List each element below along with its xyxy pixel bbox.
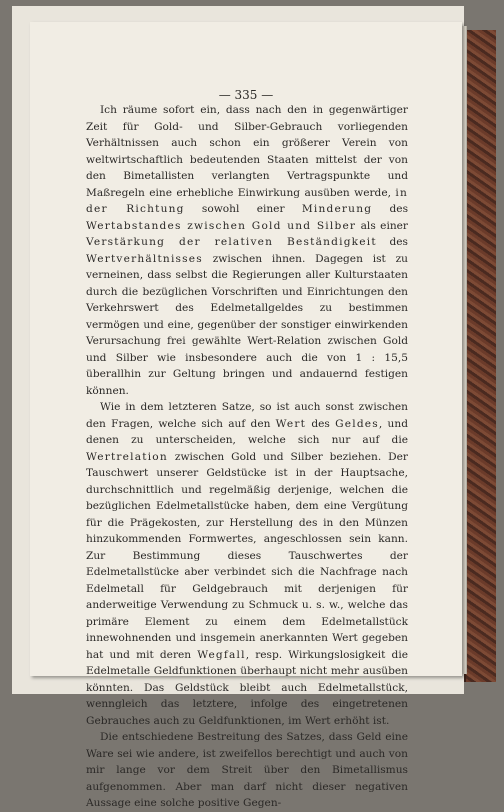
paragraph (86, 102, 408, 399)
emphasized-text: in der Richtung (86, 186, 408, 215)
text-run: Wie in dem letzteren Satze, so ist auch sonst zwischen den Fragen, welche sich auf den (86, 401, 408, 430)
emphasized-text: Wertrelation (86, 450, 168, 463)
page-number: — 335 — (218, 88, 274, 102)
emphasized-text: Verstärkung der relativen Beständigkeit (86, 236, 377, 248)
text-run: , resp. Wirkungslosigkeit die Edelmetalle Geldfunktionen überhaupt nicht mehr ausüben könnten. Das Geldstück bleibt auch Edelmetallstück, wenngleich das letztere, infolge des eingetretenen Gebrauches auch zu Geldfunktionen, im Wert erhöht ist. (86, 648, 408, 727)
text-run: Die entschiedene Bestreitung des Satzes, dass Geld eine Ware sei wie andere, ist zweifellos berechtigt und auch von mir lange vor dem Streit über den Bimetallismus aufgenommen. Aber man darf nicht dieser negativen Aussage eine solche positive Gegen- (86, 731, 408, 809)
paragraph (86, 729, 408, 812)
text-run: , und denen zu unterscheiden, welche sich nur auf die (86, 417, 408, 446)
text-run: sowohl einer (184, 203, 302, 215)
paragraph (86, 399, 408, 729)
body-text (86, 102, 408, 812)
emphasized-text: Minderung (301, 203, 373, 215)
text-run: des (376, 236, 408, 248)
text-run: des (306, 417, 336, 430)
emphasized-text: Wert (275, 417, 307, 430)
marbled-cover-edge (464, 30, 496, 682)
text-run: zwischen ihnen. Dagegen ist zu verneinen, dass selbst die Regierungen aller Kulturstaaten durch die bezüglichen Vorschriften und Einrichtungen den Verkehrswert des Edelmetallgeldes zu bestimmen vermögen und eine, gegenüber der sonstiger einwirkenden Verursachung frei gewählte Wert-Relation zwischen Gold und Silber wie insbesondere auch die von 1 : 15,5 überallhin zur Geltung bringen und andauernd festigen können. (86, 252, 408, 397)
emphasized-text: Wertabstandes zwischen Gold und Silber (86, 219, 357, 232)
book-page (30, 22, 462, 809)
emphasized-text: Wegfall (197, 648, 246, 661)
text-run: zwischen Gold und Silber beziehen. Der Tauschwert unserer Geldstücke ist in der Hauptsache, durchschnittlich und regelmäßig derjenige, welchen die bezüglichen Edelmetallstücke haben, dem eine Vergütung für die Prägekosten, zur Herstellung des in den Münzen hinzukommenden Formwertes, angeschlossen sein kann. Zur Bestimmung dieses Tauschwertes der Edelmetallstücke aber verbindet sich die Nachfrage nach Edelmetall für Geldgebrauch mit derjenigen für anderweitige Verwendung zu Schmuck u. s. w., welche das primäre Element zu einem dem Edelmetallstück innewohnenden und insgemein anerkannten Wert gegeben hat und mit deren (86, 450, 408, 661)
emphasized-text: Geldes (335, 417, 379, 430)
text-run: als einer (356, 219, 408, 232)
text-run: Ich räume sofort ein, dass nach den in gegenwärtiger Zeit für Gold- und Silber-Gebrauch vorliegenden Verhältnissen auch schon ein größerer Verein von weltwirtschaftlich bedeutenden Staaten mittelst der von den Bimetallisten verlangten Vertragspunkte und Maßregeln eine erhebliche Einwirkung ausüben werde, (86, 104, 408, 199)
text-run: des (372, 203, 409, 215)
emphasized-text: Wertverhältnisses (86, 252, 203, 265)
